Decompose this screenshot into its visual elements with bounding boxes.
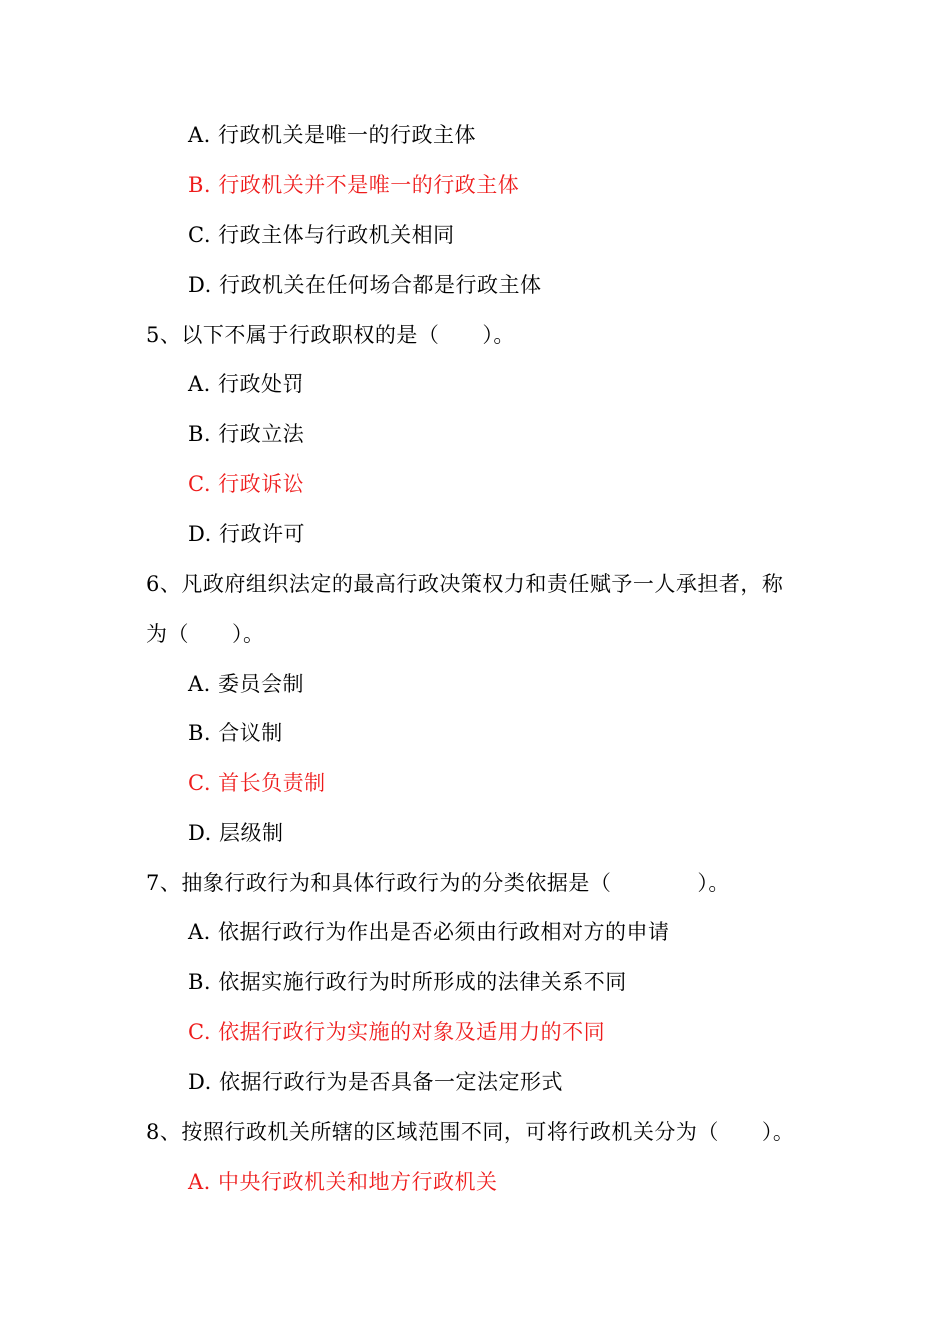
q4-option-c: C. 行政主体与行政机关相同 <box>188 223 455 247</box>
q6-option-a: A. 委员会制 <box>188 672 305 696</box>
q7-option-a: A. 依据行政行为作出是否必须由行政相对方的申请 <box>188 920 670 944</box>
q6-option-d: D. 层级制 <box>188 821 284 845</box>
q5-option-d: D. 行政许可 <box>188 522 305 546</box>
q7-option-d: D. 依据行政行为是否具备一定法定形式 <box>188 1070 563 1094</box>
q6-option-b: B. 合议制 <box>188 721 283 745</box>
q6-option-c-answer: C. 首长负责制 <box>188 771 326 795</box>
q5-option-b: B. 行政立法 <box>188 422 305 446</box>
q6-question-line2: 为（ ）。 <box>146 622 265 646</box>
q6-question-line1: 6、凡政府组织法定的最高行政决策权力和责任赋予一人承担者，称 <box>146 572 784 596</box>
q7-question: 7、抽象行政行为和具体行政行为的分类依据是（ ）。 <box>146 871 730 895</box>
q5-option-a: A. 行政处罚 <box>188 372 305 396</box>
q8-question: 8、按照行政机关所辖的区域范围不同，可将行政机关分为（ ）。 <box>146 1120 795 1144</box>
q4-option-b-answer: B. 行政机关并不是唯一的行政主体 <box>188 173 520 197</box>
q4-option-d: D. 行政机关在任何场合都是行政主体 <box>188 273 542 297</box>
q8-option-a-answer: A. 中央行政机关和地方行政机关 <box>188 1170 498 1194</box>
q4-option-a: A. 行政机关是唯一的行政主体 <box>188 123 477 147</box>
q5-question: 5、以下不属于行政职权的是（ ）。 <box>146 323 515 347</box>
q5-option-c-answer: C. 行政诉讼 <box>188 472 305 496</box>
q7-option-b: B. 依据实施行政行为时所形成的法律关系不同 <box>188 970 627 994</box>
q7-option-c-answer: C. 依据行政行为实施的对象及适用力的不同 <box>188 1020 606 1044</box>
